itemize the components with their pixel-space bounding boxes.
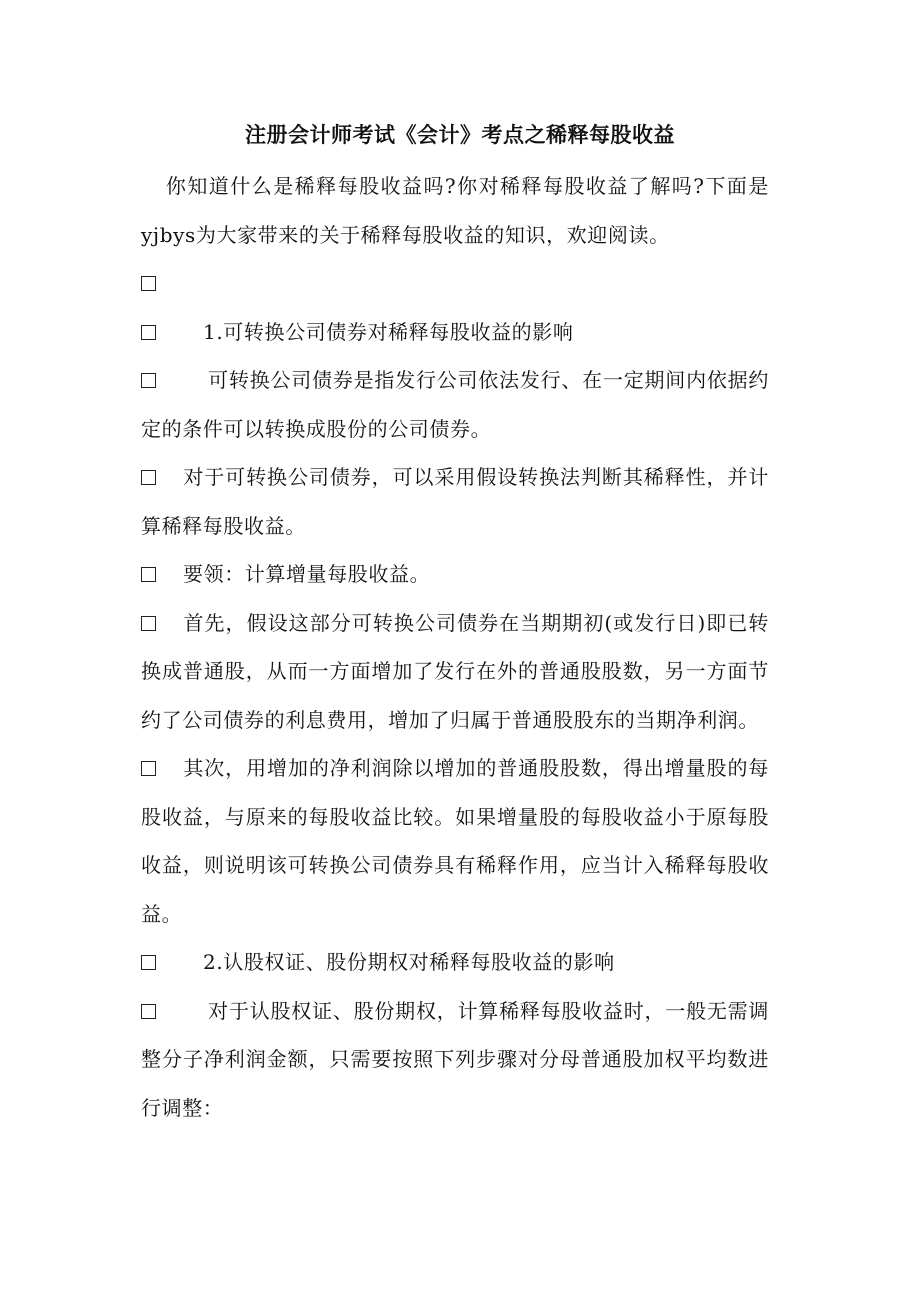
missing-glyph-box-icon xyxy=(141,616,156,631)
missing-glyph-box-icon xyxy=(141,373,156,388)
paragraph-3: 对于可转换公司债券，可以采用假设转换法判断其稀释性，并计算稀释每股收益。 xyxy=(141,465,769,538)
paragraph-6: 其次，用增加的净利润除以增加的普通股股数，得出增量股的每股收益，与原来的每股收益比较。如果增量股的每股收益小于原每股收益，则说明该可转换公司债券具有稀释作用，应当计入稀释每股收益。 xyxy=(141,756,769,926)
missing-glyph-box-icon xyxy=(141,567,156,582)
intro-text: 你知道什么是稀释每股收益吗?你对稀释每股收益了解吗?下面是yjbys为大家带来的关于稀释每股收益的知识，欢迎阅读。 xyxy=(141,174,769,247)
missing-glyph-box-icon xyxy=(141,276,156,291)
missing-glyph-box-icon xyxy=(141,1004,156,1019)
paragraph-7 xyxy=(141,938,769,987)
missing-glyph-box-icon xyxy=(141,325,156,340)
missing-glyph-box-icon xyxy=(141,761,156,776)
section-heading-1: 1.可转换公司债券对稀释每股收益的影响 xyxy=(203,319,574,344)
document-title: 注册会计师考试《会计》考点之稀释每股收益 xyxy=(245,123,675,147)
missing-glyph-box-icon xyxy=(141,470,156,485)
paragraph-4: 要领：计算增量每股收益。 xyxy=(141,550,769,599)
section-heading-2: 2.认股权证、股份期权对稀释每股收益的影响 xyxy=(203,950,615,974)
intro-paragraph xyxy=(141,162,769,259)
paragraph-1 xyxy=(141,308,769,357)
paragraph-5: 首先，假设这部分可转换公司债券在当期期初(或发行日)即已转换成普通股，从而一方面增加了发行在外的普通股股数，另一方面节约了公司债券的利息费用，增加了归属于普通股股东的当期净利润。 xyxy=(141,610,769,732)
document-body xyxy=(141,162,769,1132)
paragraph-0 xyxy=(141,259,769,308)
paragraph-2: 可转换公司债券是指发行公司依法发行、在一定期间内依据约定的条件可以转换成股份的公司债券。 xyxy=(141,368,769,441)
paragraph-8: 对于认股权证、股份期权，计算稀释每股收益时，一般无需调整分子净利润金额，只需要按照下列步骤对分母普通股加权平均数进行调整： xyxy=(141,998,769,1120)
missing-glyph-box-icon xyxy=(141,955,156,970)
